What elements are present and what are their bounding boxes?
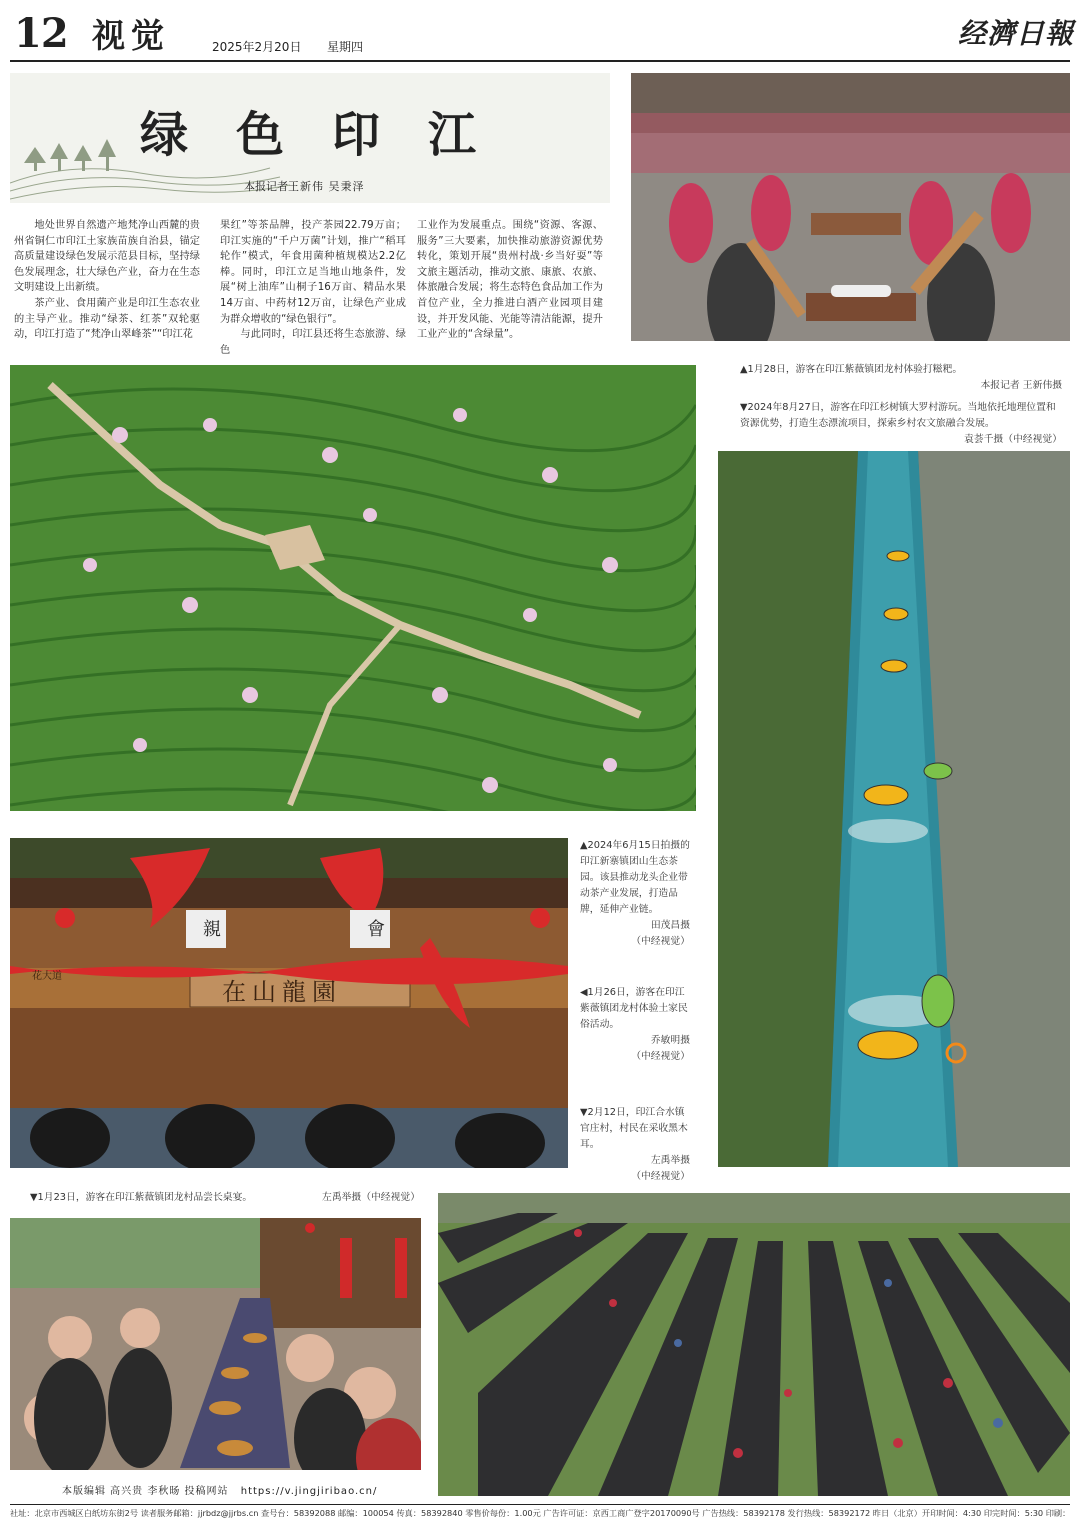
submission-url[interactable]: https://v.jingjiribao.cn/ bbox=[240, 1486, 378, 1497]
caption-credit: 袁荟千摄（中经视觉） bbox=[964, 434, 1062, 445]
caption-mochi bbox=[740, 362, 1062, 394]
article-paragraph: 果红”等茶品牌，投产茶园22.79万亩；印江实施的“千户万菌”计划，推广“稻耳轮作”模式，年食用菌种植规模达2.2亿棒。同时，印江立足当地山地条件，发展“树上油库”山桐子16万亩、精品水果14万亩、中药材12万亩，让绿色产业成为群众增收的“绿色银行”。 bbox=[220, 220, 406, 325]
headline-title: 绿色印江 bbox=[140, 107, 525, 163]
masthead-divider bbox=[10, 60, 1070, 62]
photo-mochi-pounding bbox=[631, 73, 1070, 341]
photo-rafting-gorge bbox=[718, 451, 1070, 1167]
caption-agency: （中经视觉） bbox=[631, 1051, 690, 1062]
caption-text: ◀1月26日，游客在印江紫薇镇团龙村体验土家民俗活动。 bbox=[580, 987, 688, 1030]
issue-date: 2025年2月20日 bbox=[212, 40, 302, 54]
caption-credit: 本报记者 王新伟摄 bbox=[980, 380, 1062, 391]
byline-label: 本报记者 bbox=[244, 180, 288, 193]
caption-fungus bbox=[580, 1105, 690, 1185]
caption-text: ▲2024年6月15日拍摄的印江新寨镇团山生态茶园。该县推动龙头企业带动茶产业发展，打造品牌，延伸产业链。 bbox=[580, 840, 690, 915]
caption-tea bbox=[580, 838, 690, 950]
article-paragraph: 茶产业、食用菌产业是印江生态农业的主导产业。推动“绿茶、红茶”双轮驱动，印江打造了“梵净山翠峰茶”“印江花 bbox=[14, 297, 200, 341]
photo-tea-garden bbox=[10, 365, 696, 811]
byline-authors: 王新伟 吴秉泽 bbox=[288, 180, 365, 193]
caption-credit: 乔敏明摄 bbox=[650, 1035, 690, 1046]
newspaper-logo: 经濟日報 bbox=[958, 17, 1075, 50]
photo-black-fungus-fields bbox=[438, 1193, 1070, 1496]
wooden-plaque: 在山龍園 bbox=[222, 978, 342, 1006]
article-paragraph: 地处世界自然遗产地梵净山西麓的贵州省铜仁市印江土家族苗族自治县，锚定高质量建设绿色发展示范县目标，坚持绿色发展理念，壮大绿色产业，奋力在生态文明建设上出新绩。 bbox=[14, 220, 200, 294]
article-paragraph: 与此同时，印江县还将生态旅游、绿色 bbox=[220, 329, 406, 356]
footer-divider bbox=[10, 1504, 1070, 1505]
issue-weekday: 星期四 bbox=[327, 40, 364, 54]
article-paragraph: 工业作为发展重点。围绕“资源、客源、服务”三大要素，加快推动旅游资源优势转化，策划开展“贵州村战·乡当好耍”等文旅主题活动，推动文旅、康旅、农旅、体旅融合发展；将生态特色食品加工作为首位产业，全力推进白酒产业园项目建设，并开发风能、光能等清洁能源，提升工业产业的“含绿量”。 bbox=[417, 220, 603, 341]
editors-names: 本版编辑 高兴贵 李秋旸 投稿网站 bbox=[62, 1486, 229, 1497]
article-column-3 bbox=[417, 218, 603, 343]
caption-banquet bbox=[30, 1190, 420, 1206]
photo-long-table-banquet bbox=[10, 1218, 421, 1470]
section-title: 视觉 bbox=[92, 16, 170, 55]
side-banner: 花大道 bbox=[32, 971, 62, 982]
caption-rafting bbox=[740, 400, 1062, 448]
caption-text: ▼2月12日，印江合水镇官庄村，村民在采收黑木耳。 bbox=[580, 1107, 688, 1150]
photo-folk-activity bbox=[10, 838, 568, 1168]
caption-text: ▼1月23日，游客在印江紫薇镇团龙村品尝长桌宴。 bbox=[30, 1192, 253, 1203]
lantern-sign-right: 會 bbox=[367, 919, 385, 940]
caption-agency: （中经视觉） bbox=[631, 936, 690, 947]
caption-credit: 田茂昌摄 bbox=[650, 920, 690, 931]
caption-folk bbox=[580, 985, 690, 1065]
page-number: 12 bbox=[14, 10, 68, 57]
lantern-sign-left: 親 bbox=[203, 919, 221, 940]
caption-text: ▲1月28日，游客在印江紫薇镇团龙村体验打糍粑。 bbox=[740, 364, 963, 375]
editors-line bbox=[62, 1482, 377, 1497]
caption-credit: 左禹举摄 bbox=[650, 1155, 690, 1166]
caption-text: ▼2024年8月27日，游客在印江杉树镇大罗村游玩。当地依托地理位置和资源优势，打造生态漂流项目，探索乡村农文旅融合发展。 bbox=[740, 402, 1056, 429]
article-column-1 bbox=[14, 218, 200, 343]
article-column-2 bbox=[220, 218, 406, 358]
caption-credit: 左禹举摄（中经视觉） bbox=[322, 1192, 420, 1203]
footer-info: 社址：北京市西城区白纸坊东街2号 读者服务邮箱：jjrbdz@jjrbs.cn 查号台：58392088 邮编：100054 传真：58392840 零售价每份：1.00元 广告许可证：京西工商广登字20170090号 广告热线：58392178 发行热线：58392172 昨日（北京）开印时间：4:30 印完时间：5:30 印刷： bbox=[10, 1508, 1071, 1518]
caption-agency: （中经视觉） bbox=[631, 1171, 690, 1182]
